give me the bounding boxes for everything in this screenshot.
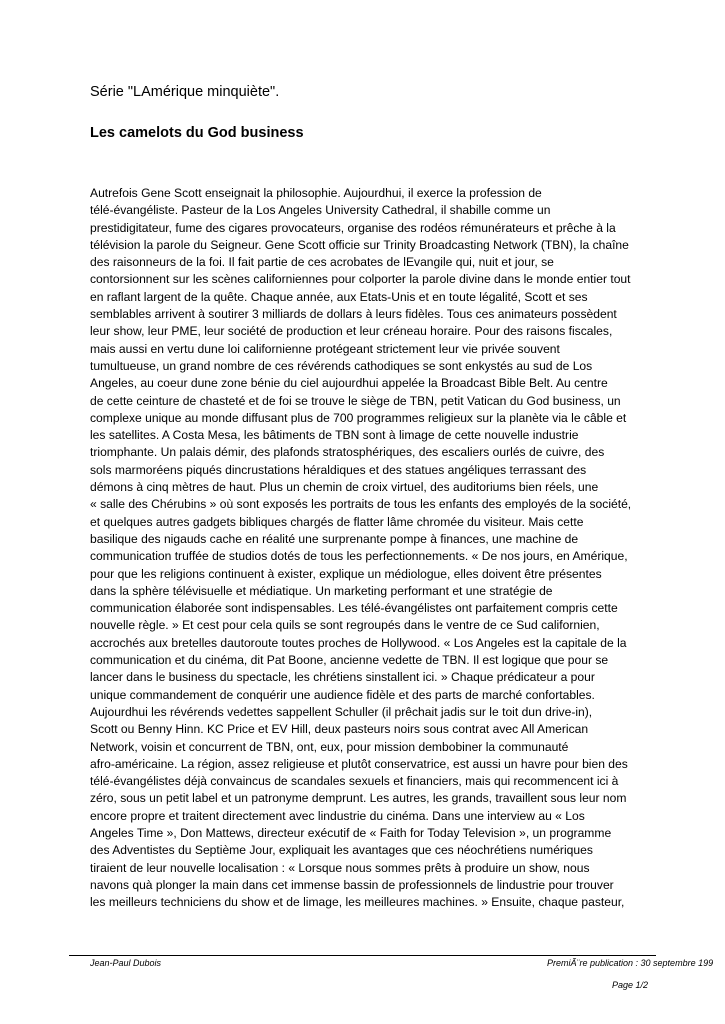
body-line: démons à cinq mètres de haut. Plus un chemin de croix virtuel, des auditoriums bien réels, une bbox=[90, 480, 599, 495]
body-line: Angeles Time », Don Mattews, directeur exécutif de « Faith for Today Television », un programme bbox=[90, 825, 612, 840]
body-line: triomphante. Un palais démir, des plafonds stratosphériques, des escaliers ourlés de cuivre, des bbox=[90, 445, 605, 460]
body-line: afro-américaine. La région, assez religieuse et plutôt conservatrice, est aussi un havre pour bien des bbox=[90, 756, 628, 771]
body-line: sols marmoréens piqués dincrustations héraldiques et des statues angéliques terrassant des bbox=[90, 462, 587, 477]
body-line: communication élaborée sont indispensables. Les télé-évangélistes ont parfaitement compris cette bbox=[90, 601, 618, 616]
body-line: télé-évangélistes déjà convaincus de scandales sexuels et financiers, mais qui recommencent ici à bbox=[90, 774, 619, 789]
body-line: Autrefois Gene Scott enseignait la philosophie. Aujourdhui, il exerce la profession de bbox=[90, 186, 542, 200]
body-line: et quelques autres gadgets bibliques chargés de flatter lâme chromée du visiteur. Mais cette bbox=[90, 514, 584, 529]
body-line: Angeles, au coeur dune zone bénie du ciel aujourdhui appelée la Broadcast Bible Belt. Au centre bbox=[90, 376, 608, 391]
body-line: nouvelle règle. » Et cest pour cela quils se sont regroupés dans le ventre de ce Sud californien, bbox=[90, 618, 600, 633]
body-line: communication et du cinéma, dit Pat Boone, ancienne vedette de TBN. Il est logique que pour se bbox=[90, 653, 609, 668]
body-line: Scott ou Benny Hinn. KC Price et EV Hill, deux pasteurs noirs sous contrat avec All American bbox=[90, 722, 589, 737]
body-line: tumultueuse, un grand nombre de ces révérends cathodiques se sont enkystés au sud de Los bbox=[90, 358, 593, 373]
body-line: mais aussi en vertu dune loi californienne protégeant strictement leur vie privée souvent bbox=[90, 341, 560, 356]
body-line: communication truffée de studios dotés de tous les perfectionnements. « De nos jours, en Amérique, bbox=[90, 549, 628, 564]
body-line: « salle des Chérubins » où sont exposés les portraits de tous les enfants des employés de la société, bbox=[90, 497, 632, 512]
body-line: télé-évangéliste. Pasteur de la Los Angeles University Cathedral, il shabille comme un bbox=[90, 203, 551, 218]
body-line: dans la sphère télévisuelle et médiatique. Un marketing performant et une stratégie de bbox=[90, 583, 553, 598]
body-line: encore propre et traitent directement avec lindustrie du cinéma. Dans une interview au « Los bbox=[90, 808, 585, 823]
body-line: accrochés aux bretelles dautoroute toutes proches de Hollywood. « Los Angeles est la capitale de la bbox=[90, 635, 627, 650]
footer-publication-date: PremiÃ¨re publication : 30 septembre 199 bbox=[547, 958, 714, 968]
article-body bbox=[90, 185, 650, 911]
footer-divider bbox=[69, 955, 656, 956]
article-title: Les camelots du God business bbox=[90, 125, 304, 141]
body-line: télévision la parole du Seigneur. Gene Scott officie sur Trinity Broadcasting Network (TBN), la chaîne bbox=[90, 237, 629, 252]
body-line: leur show, leur PME, leur société de production et leur créneau horaire. Pour des raisons fiscales, bbox=[90, 324, 613, 339]
body-line: Network, voisin et concurrent de TBN, ont, eux, pour mission dembobiner la communauté bbox=[90, 739, 569, 754]
body-line: lancer dans le business du spectacle, les chrétiens sinstallent ici. » Chaque prédicateur a pour bbox=[90, 670, 595, 685]
body-line: basilique des nigauds cache en réalité une surprenante pompe à finances, une machine de bbox=[90, 531, 579, 546]
body-line: pour que les religions continuent à exister, explique un médiologue, elles doivent être présentes bbox=[90, 566, 602, 581]
body-line: complexe unique au monde diffusant plus de 700 programmes religieux sur la planète via le câble et bbox=[90, 410, 627, 425]
body-line: de cette ceinture de chasteté et de foi se trouve le siège de TBN, petit Vatican du God business, un bbox=[90, 393, 621, 408]
body-line: les satellites. A Costa Mesa, les bâtiments de TBN sont à limage de cette nouvelle industrie bbox=[90, 428, 579, 443]
body-line: prestidigitateur, fume des cigares provocateurs, organise des rodéos rémunérateurs et prêche à la bbox=[90, 220, 616, 235]
body-line: zéro, sous un petit label et un patronyme demprunt. Les autres, les grands, travaillent sous leur nom bbox=[90, 791, 627, 806]
footer-author: Jean-Paul Dubois bbox=[90, 958, 162, 968]
body-line: Aujourdhui les révérends vedettes sappellent Schuller (il prêchait jadis sur le toit dun drive-in), bbox=[90, 704, 593, 719]
body-line: contorsionnent sur les scènes californiennes pour colporter la parole divine dans le monde entier tout bbox=[90, 272, 631, 287]
body-line: en raflant largent de la quête. Chaque année, aux Etats-Unis et en toute légalité, Scott et ses bbox=[90, 289, 588, 304]
page-number: Page 1/2 bbox=[612, 980, 649, 990]
body-line: les meilleurs techniciens du show et de limage, les meilleures machines. » Ensuite, chaque pasteur, bbox=[90, 895, 625, 910]
series-heading: Série "LAmérique minquiète". bbox=[90, 84, 280, 100]
body-line: des Adventistes du Septième Jour, expliquait les avantages que ces néochrétiens numériques bbox=[90, 843, 593, 858]
body-line: tiraient de leur nouvelle localisation : « Lorsque nous sommes prêts à produire un show, nous bbox=[90, 860, 590, 875]
body-line: unique commandement de conquérir une audience fidèle et des parts de marché confortables. bbox=[90, 687, 595, 702]
body-line: navons quà plonger la main dans cet immense bassin de professionnels de lindustrie pour trouver bbox=[90, 877, 614, 892]
body-line: des raisonneurs de la foi. Il fait partie de ces acrobates de lEvangile qui, nuit et jour, se bbox=[90, 255, 554, 270]
body-line: semblables arrivent à soutirer 3 milliards de dollars à leurs fidèles. Tous ces animateurs possèdent bbox=[90, 307, 617, 322]
